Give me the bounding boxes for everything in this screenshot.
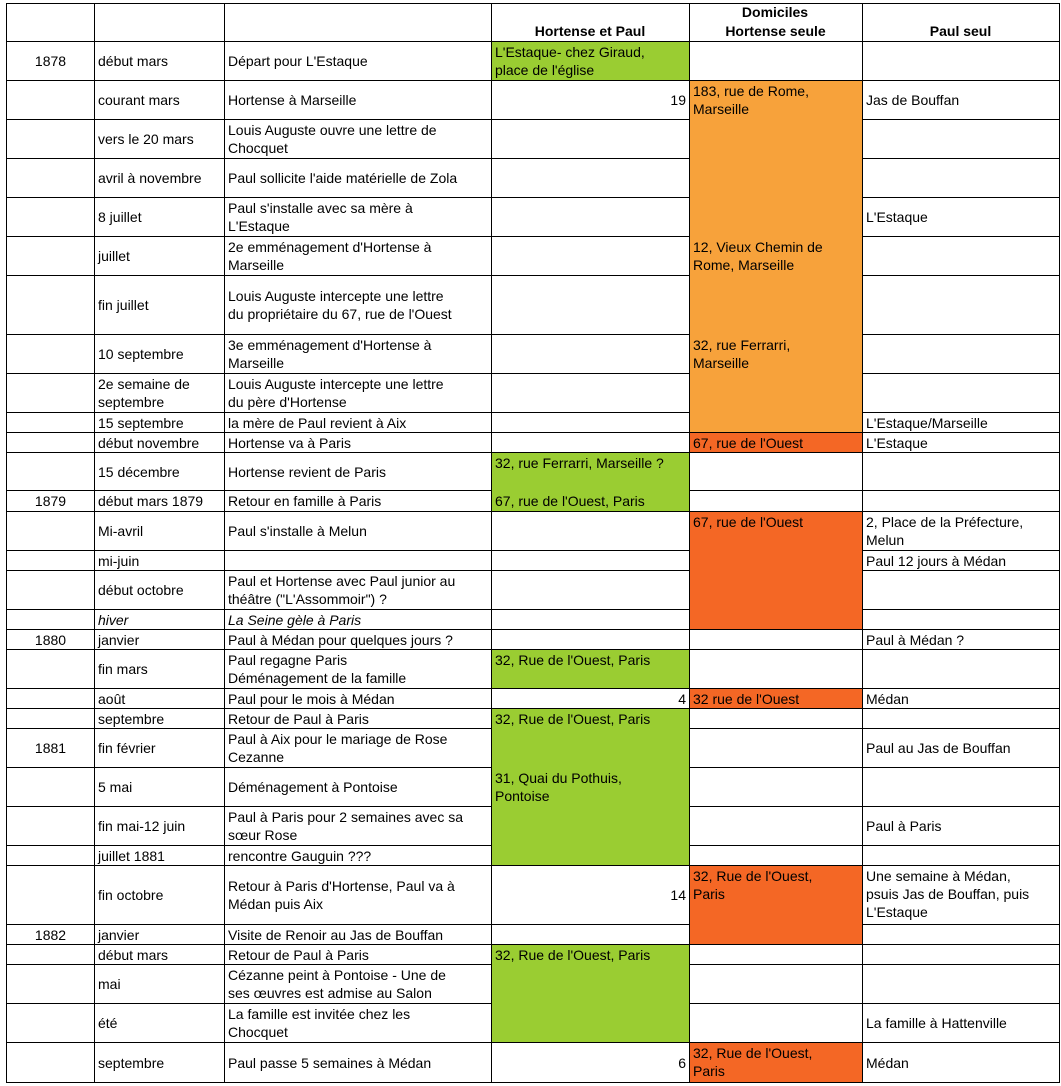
paul-seul-cell: L'Estaque/Marseille xyxy=(866,414,988,431)
paul-seul-cell: Une semaine à Médan, psuis Jas de Bouffan, puis L'Estaque xyxy=(866,868,1030,920)
event-cell: Retour de Paul à Paris xyxy=(228,710,369,727)
date-cell: début mars xyxy=(98,53,169,69)
header-paul-seul: Paul seul xyxy=(929,23,992,39)
year-cell xyxy=(7,846,94,865)
date-cell: juillet 1881 xyxy=(98,847,165,864)
date-cell: 8 juillet xyxy=(98,209,142,225)
hortense-seule-cell xyxy=(690,650,862,688)
paul-seul-cell: Paul à Paris xyxy=(866,818,942,834)
paul-seul-cell xyxy=(863,374,1059,412)
paul-seul-cell xyxy=(863,42,1059,80)
event-cell: Paul à Médan pour quelques jours ? xyxy=(228,631,453,648)
date-cell: 2e semaine de septembre xyxy=(98,376,190,410)
paul-seul-cell xyxy=(863,709,1059,728)
year-cell xyxy=(7,159,94,197)
hortense-seule-cell xyxy=(690,768,862,806)
hortense-et-paul-cell: 32, Rue de l'Ouest, Paris xyxy=(495,947,651,963)
year-cell xyxy=(7,237,94,275)
hortense-seule-cell xyxy=(690,198,862,236)
event-cell: La famille est invitée chez les Chocquet xyxy=(228,1006,411,1040)
date-cell: janvier xyxy=(98,926,140,943)
hortense-seule-cell: 67, rue de l'Ouest xyxy=(693,514,804,530)
hortense-seule-cell xyxy=(690,159,862,197)
hortense-et-paul-cell xyxy=(492,551,689,570)
hortense-et-paul-cell xyxy=(492,571,689,609)
hp-number-cell: 4 xyxy=(678,690,686,707)
event-cell: Cézanne peint à Pontoise - Une de ses œuvres est admise au Salon xyxy=(228,967,446,1001)
date-cell: hiver xyxy=(98,611,129,628)
hortense-seule-cell xyxy=(690,571,862,609)
date-cell: fin octobre xyxy=(98,887,164,903)
hortense-seule-cell xyxy=(690,413,862,432)
paul-seul-cell: 2, Place de la Préfecture, Melun xyxy=(866,514,1024,548)
year-cell xyxy=(7,374,94,412)
year-cell xyxy=(7,650,94,688)
date-cell: 10 septembre xyxy=(98,346,184,362)
event-cell: Paul s'installe avec sa mère à L'Estaque xyxy=(228,200,413,234)
year-cell xyxy=(7,866,94,924)
paul-seul-cell xyxy=(863,925,1059,944)
hortense-seule-cell xyxy=(690,453,862,490)
hortense-et-paul-cell: L'Estaque- chez Giraud, place de l'église xyxy=(495,44,645,78)
hortense-et-paul-cell xyxy=(492,1004,689,1042)
event-cell: Paul pour le mois à Médan xyxy=(228,690,395,707)
date-cell: début novembre xyxy=(98,434,200,451)
hortense-seule-cell: 32, Rue de l'Ouest, Paris xyxy=(693,1045,813,1079)
year-cell xyxy=(7,551,94,570)
hortense-et-paul-cell xyxy=(492,965,689,1003)
hortense-et-paul-cell xyxy=(492,630,689,649)
year-cell xyxy=(7,512,94,550)
hortense-seule-cell: 32, rue Ferrarri, Marseille xyxy=(693,337,791,371)
hortense-seule-cell xyxy=(690,374,862,412)
hortense-seule-cell xyxy=(690,846,862,865)
paul-seul-cell: L'Estaque xyxy=(866,209,928,225)
event-cell: Paul s'installe à Melun xyxy=(228,523,367,539)
paul-seul-cell: Paul à Médan ? xyxy=(866,631,965,648)
hortense-et-paul-cell: 67, rue de l'Ouest, Paris xyxy=(495,493,645,509)
event-cell xyxy=(225,551,491,570)
year-cell xyxy=(7,198,94,236)
event-cell: Retour de Paul à Paris xyxy=(228,946,369,963)
hortense-et-paul-cell: 32, Rue de l'Ouest, Paris xyxy=(495,711,651,727)
paul-seul-cell xyxy=(863,453,1059,490)
paul-seul-cell xyxy=(863,120,1059,158)
event-cell: Paul regagne Paris Déménagement de la famille xyxy=(228,652,407,686)
paul-seul-cell: Médan xyxy=(866,690,909,707)
year-cell xyxy=(7,433,94,452)
year-cell: 1880 xyxy=(34,631,67,648)
date-cell: début mars xyxy=(98,946,169,963)
event-cell: Hortense à Marseille xyxy=(228,92,357,108)
event-cell: Louis Auguste intercepte une lettre du père d'Hortense xyxy=(228,376,444,410)
hortense-seule-cell xyxy=(690,120,862,158)
hortense-seule-cell xyxy=(690,491,862,511)
hortense-et-paul-cell xyxy=(492,925,689,944)
grid-hline xyxy=(6,1082,95,1083)
date-cell: fin mai-12 juin xyxy=(98,818,186,834)
paul-seul-cell xyxy=(863,237,1059,275)
event-cell: Louis Auguste intercepte une lettre du propriétaire du 67, rue de l'Ouest xyxy=(228,288,452,322)
date-cell: fin juillet xyxy=(98,297,149,313)
event-cell: Visite de Renoir au Jas de Bouffan xyxy=(228,926,444,943)
paul-seul-cell xyxy=(863,610,1059,629)
hp-number-cell: 14 xyxy=(670,887,686,903)
event-cell: Retour à Paris d'Hortense, Paul va à Médan puis Aix xyxy=(228,878,455,912)
hortense-et-paul-cell xyxy=(492,512,689,550)
grid-hline xyxy=(224,1082,492,1083)
year-cell xyxy=(7,965,94,1003)
paul-seul-cell: Paul 12 jours à Médan xyxy=(866,552,1007,569)
year-cell: 1878 xyxy=(34,53,67,69)
grid-hline xyxy=(862,1082,1060,1083)
hortense-et-paul-cell: 32, rue Ferrarri, Marseille ? xyxy=(495,455,664,471)
hp-number-cell: 6 xyxy=(678,1054,686,1071)
header-hortense-et-paul: Hortense et Paul xyxy=(534,23,646,39)
date-cell: septembre xyxy=(98,1054,165,1071)
grid-hline xyxy=(491,1082,690,1083)
paul-seul-cell: L'Estaque xyxy=(866,434,928,451)
year-cell xyxy=(7,610,94,629)
event-cell: Déménagement à Pontoise xyxy=(228,779,398,795)
hortense-seule-cell xyxy=(690,807,862,845)
hortense-et-paul-cell xyxy=(492,276,689,334)
hortense-seule-cell xyxy=(690,965,862,1003)
date-cell: début octobre xyxy=(98,582,184,598)
grid-hline xyxy=(94,1082,225,1083)
year-cell: 1879 xyxy=(34,493,67,509)
date-cell: fin mars xyxy=(98,661,148,677)
date-cell: septembre xyxy=(98,710,165,727)
event-cell: la mère de Paul revient à Aix xyxy=(228,414,407,431)
header-hortense-seule: Hortense seule xyxy=(725,23,826,39)
hortense-et-paul-cell xyxy=(492,198,689,236)
hortense-et-paul-cell xyxy=(492,433,689,452)
year-cell xyxy=(7,335,94,373)
date-cell: août xyxy=(98,690,126,707)
year-cell xyxy=(7,120,94,158)
date-cell: juillet xyxy=(98,248,130,264)
year-cell xyxy=(7,709,94,728)
date-cell: 15 décembre xyxy=(98,463,180,480)
hortense-et-paul-cell xyxy=(492,237,689,275)
hortense-seule-cell xyxy=(690,551,862,570)
date-cell: mai xyxy=(98,976,121,992)
event-cell: Paul sollicite l'aide matérielle de Zola xyxy=(228,170,458,186)
hortense-et-paul-cell: 32, Rue de l'Ouest, Paris xyxy=(495,652,651,668)
event-cell: 3e emménagement d'Hortense à Marseille xyxy=(228,337,432,371)
year-cell xyxy=(7,276,94,334)
year-cell xyxy=(7,945,94,964)
paul-seul-cell: La famille à Hattenville xyxy=(866,1015,1007,1031)
date-cell: courant mars xyxy=(98,92,180,108)
year-cell: 1881 xyxy=(34,740,67,756)
paul-seul-cell xyxy=(863,159,1059,197)
hortense-seule-cell xyxy=(690,630,862,649)
year-cell xyxy=(7,1004,94,1042)
date-cell: 15 septembre xyxy=(98,414,184,431)
hortense-seule-cell xyxy=(690,1004,862,1042)
header-domiciles: Domiciles xyxy=(741,4,809,20)
hortense-et-paul-cell xyxy=(492,335,689,373)
hortense-seule-cell: 183, rue de Rome, Marseille xyxy=(693,83,809,117)
paul-seul-cell xyxy=(863,965,1059,1003)
grid-vline xyxy=(1059,3,1060,1083)
event-cell: Paul à Paris pour 2 semaines avec sa sœur Rose xyxy=(228,809,464,843)
year-cell xyxy=(7,413,94,432)
hortense-et-paul-cell xyxy=(492,374,689,412)
date-cell: vers le 20 mars xyxy=(98,131,194,147)
year-cell xyxy=(7,81,94,119)
event-cell: Hortense va à Paris xyxy=(228,434,351,451)
hortense-seule-cell xyxy=(690,276,862,334)
event-cell: Paul à Aix pour le mariage de Rose Cezanne xyxy=(228,731,448,765)
hortense-et-paul-cell xyxy=(492,413,689,432)
event-cell: 2e emménagement d'Hortense à Marseille xyxy=(228,239,432,273)
hortense-seule-cell: 67, rue de l'Ouest xyxy=(693,435,804,451)
hortense-et-paul-cell xyxy=(492,610,689,629)
hortense-seule-cell: 32, Rue de l'Ouest, Paris xyxy=(693,868,813,902)
hortense-seule-cell xyxy=(690,610,862,629)
date-cell: 5 mai xyxy=(98,779,133,795)
hortense-et-paul-cell xyxy=(492,120,689,158)
year-cell xyxy=(7,1043,94,1082)
event-cell: Départ pour L'Estaque xyxy=(228,53,368,69)
year-cell xyxy=(7,768,94,806)
paul-seul-cell: Paul au Jas de Bouffan xyxy=(866,740,1011,756)
date-cell: Mi-avril xyxy=(98,523,144,539)
hortense-et-paul-cell xyxy=(492,159,689,197)
date-cell: avril à novembre xyxy=(98,170,202,186)
hortense-et-paul-cell xyxy=(492,729,689,767)
event-cell: La Seine gèle à Paris xyxy=(228,611,362,628)
paul-seul-cell: Médan xyxy=(866,1054,909,1071)
hortense-seule-cell xyxy=(690,945,862,964)
event-cell: Hortense revient de Paris xyxy=(228,463,386,480)
date-cell: mi-juin xyxy=(98,552,140,569)
hortense-seule-cell xyxy=(690,42,862,80)
event-cell: rencontre Gauguin ??? xyxy=(228,847,372,864)
event-cell: Louis Auguste ouvre une lettre de Chocquet xyxy=(228,122,437,156)
event-cell: Paul et Hortense avec Paul junior au théâtre ("L'Assommoir") ? xyxy=(228,573,456,607)
hortense-et-paul-cell xyxy=(492,846,689,865)
event-cell: Retour en famille à Paris xyxy=(228,493,382,509)
year-cell xyxy=(7,453,94,490)
date-cell: début mars 1879 xyxy=(98,493,204,509)
date-cell: fin février xyxy=(98,740,156,756)
grid-hline xyxy=(689,1082,863,1083)
date-cell: été xyxy=(98,1015,118,1031)
year-cell xyxy=(7,571,94,609)
paul-seul-cell: Jas de Bouffan xyxy=(866,92,960,108)
paul-seul-cell xyxy=(863,491,1059,511)
hortense-seule-cell xyxy=(690,925,862,944)
date-cell: janvier xyxy=(98,631,140,648)
year-cell xyxy=(7,807,94,845)
year-cell xyxy=(7,689,94,708)
paul-seul-cell xyxy=(863,945,1059,964)
hortense-et-paul-cell: 31, Quai du Pothuis, Pontoise xyxy=(495,770,622,804)
paul-seul-cell xyxy=(863,768,1059,806)
year-cell: 1882 xyxy=(34,926,67,943)
hortense-seule-cell xyxy=(690,709,862,728)
hortense-seule-cell: 32 rue de l'Ouest xyxy=(693,691,800,707)
paul-seul-cell xyxy=(863,846,1059,865)
paul-seul-cell xyxy=(863,276,1059,334)
paul-seul-cell xyxy=(863,571,1059,609)
paul-seul-cell xyxy=(863,650,1059,688)
hortense-seule-cell xyxy=(690,729,862,767)
hortense-seule-cell: 12, Vieux Chemin de Rome, Marseille xyxy=(693,239,823,273)
hortense-et-paul-cell xyxy=(492,807,689,845)
event-cell: Paul passe 5 semaines à Médan xyxy=(228,1054,432,1071)
hp-number-cell: 19 xyxy=(670,92,686,108)
paul-seul-cell xyxy=(863,335,1059,373)
